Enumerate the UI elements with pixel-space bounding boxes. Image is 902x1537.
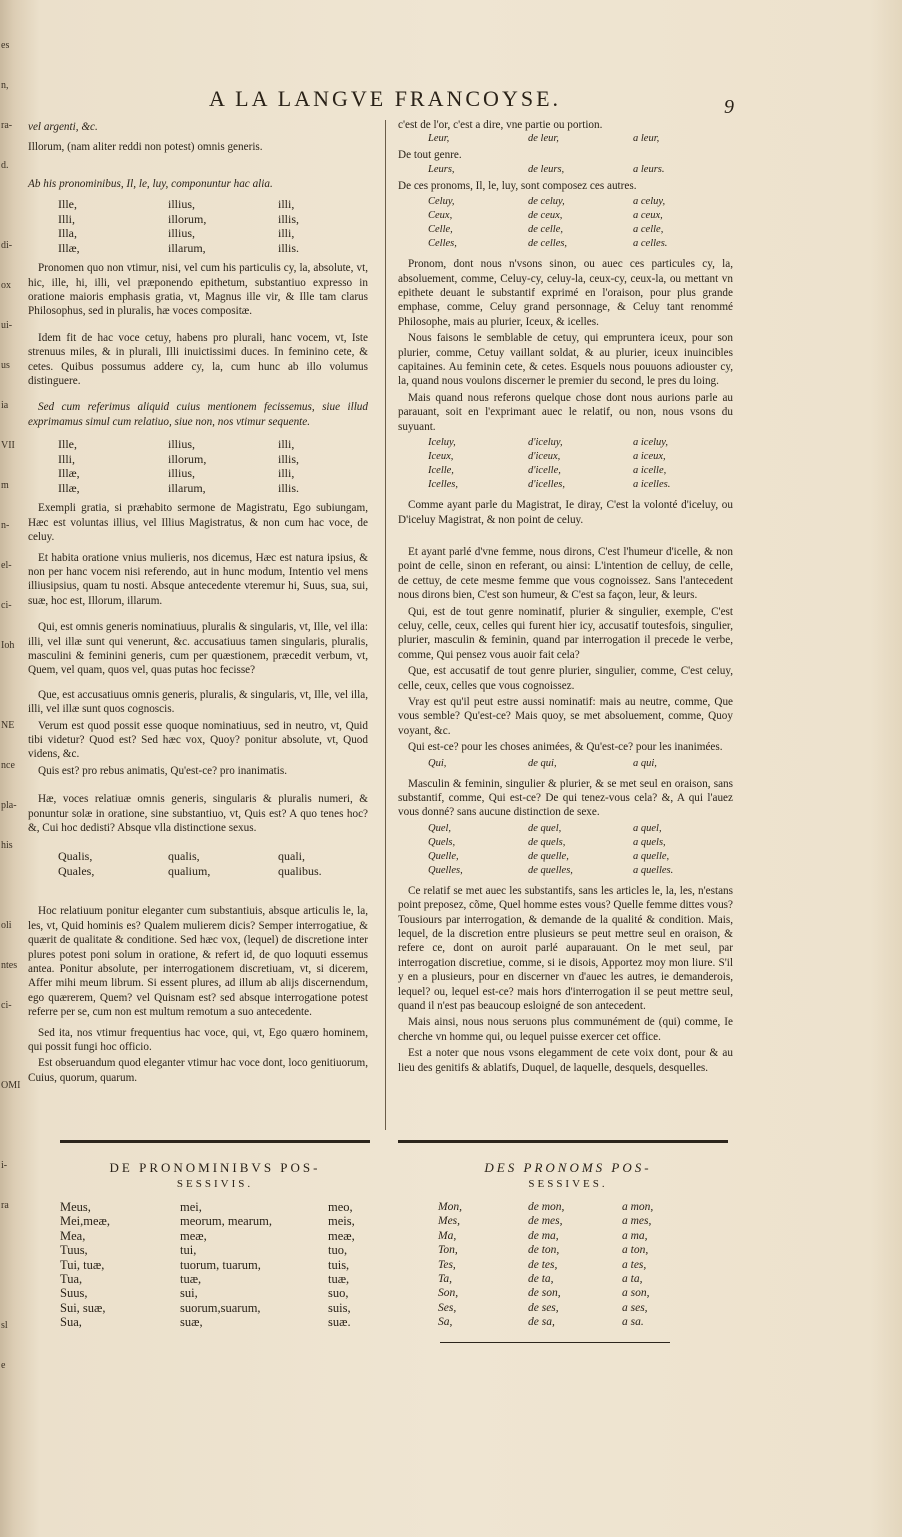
right-possessive-bottom-rule [440, 1342, 670, 1343]
right-section-title [398, 1160, 738, 1192]
table-cell: a icelles. [633, 479, 671, 491]
table-cell: Tua, [60, 1272, 83, 1287]
right-para-4: Pronom, dont nous n'vsons sinon, ou auec ces particules cy, la, absoluement, comme, Celuy-cy, celuy-la, ceux-cy, ceux-la, ou mettant vn epithete deuant le substantif exprimé en l'oraison, pour plus grande emphase, comme, Celuy grand personnage, & Celuy tant renommé Philosophe, mais au plurier, Iceux, & icelles. [398, 258, 733, 328]
table-cell: de tes, [528, 1258, 558, 1271]
table-cell: a quelle, [633, 850, 670, 862]
table-cell: de ton, [528, 1244, 560, 1257]
right-para-15: Mais ainsi, nous nous seruons plus communément de (qui) comme, Ie cherche vn homme qui, ou lequel puisse exercer cet office. [398, 1016, 733, 1043]
table-cell: Quelles, [428, 864, 463, 876]
table-cell: sui, [180, 1286, 198, 1301]
table-cell: Celles, [428, 238, 457, 250]
table-cell: a ma, [622, 1229, 648, 1242]
table-cell: Illæ, [58, 480, 80, 495]
table-cell: illis. [278, 480, 300, 495]
table-cell: Illæ, [58, 240, 80, 255]
table-cell: d'iceluy, [528, 437, 563, 449]
table-cell: Qualis, [58, 849, 93, 864]
left-para-4: Pronomen quo non vtimur, nisi, vel cum his particulis cy, la, absolute, vt, hic, ille, hi, illi, vel præponendo epithetum, substantiuo expresso in oratione maioris emphasis gratia, vt, Magnus ille vir, & Ille tam clarus Philosophus, sed in pluralis, hæ voces compositæ. [28, 262, 368, 318]
right-para-8: Et ayant parlé d'vne femme, nous dirons, C'est l'humeur d'icelle, & non point de celle, sinon en referant, ou ainsi: L'intention de celluy, de celle, de cettuy, de cete mesme femme que vous cognoissez. Sans l'antecedent nous dirons bien, C'est son humeur, & C'est sa façon, leur, & leurs. [398, 545, 733, 602]
table-cell: illis, [278, 451, 300, 466]
table-cell: Mes, [438, 1215, 461, 1228]
table-cell: illius, [168, 437, 196, 452]
table-cell: Sua, [60, 1315, 82, 1330]
table-cell: de sa, [528, 1316, 555, 1329]
table-cell: Illi, [58, 451, 75, 466]
margin-fragment: i- [1, 1160, 8, 1171]
table-cell: Suus, [60, 1286, 88, 1301]
table-cell: Celle, [428, 224, 453, 236]
right-section-title-line2: SESSIVES. [528, 1178, 608, 1190]
table-cell: Mei,meæ, [60, 1214, 110, 1229]
table-cell: tuo, [328, 1243, 348, 1258]
table-cell: de leur, [528, 133, 559, 145]
table-cell: illius, [168, 226, 196, 241]
table-cell: meis, [328, 1214, 355, 1229]
left-table-3 [28, 849, 368, 878]
left-para-10: Que, est accusatiuus omnis generis, pluralis, & singularis, vt, Ille, vel illa, illi, vel illæ sunt quos cognoscis. [28, 688, 368, 716]
table-cell: a leur, [633, 133, 660, 145]
table-cell: a quels, [633, 836, 666, 848]
table-cell: Quels, [428, 836, 456, 848]
table-cell: Iceluy, [428, 437, 456, 449]
table-cell: meæ, [180, 1228, 207, 1243]
table-cell: a ta, [622, 1273, 643, 1286]
left-para-2: Illorum, (nam aliter reddi non potest) omnis generis. [28, 141, 263, 154]
table-cell: de mes, [528, 1215, 563, 1228]
table-cell: illi, [278, 466, 295, 481]
margin-fragment: ia [1, 400, 9, 411]
table-cell: a iceux, [633, 451, 666, 463]
running-header: A LA LANGVE FRANCOYSE. [208, 86, 562, 111]
table-cell: a celuy, [633, 196, 666, 208]
table-cell: a icelle, [633, 465, 667, 477]
right-para-2: De tout genre. [398, 149, 462, 162]
table-cell: a ses, [622, 1301, 648, 1314]
left-table-2 [28, 437, 368, 495]
left-margin-fragments [0, 0, 26, 1537]
table-cell: Sa, [438, 1316, 453, 1329]
table-cell: a son, [622, 1287, 650, 1300]
table-cell: a sa. [622, 1316, 644, 1329]
table-cell: Ille, [58, 197, 77, 212]
table-cell: de ceux, [528, 210, 563, 222]
table-cell: Tuus, [60, 1243, 88, 1258]
left-para-9: Qui, est omnis generis nominatiuus, pluralis & singularis, vt, Ille, vel illa: illi, vel illæ sunt qui venerunt, &c. accusatiuus tamen singularis, pluralis, masculini & feminini generis, cum per quæstionem, præcedit verbum, vt, Quem, vel quam, quos vel, quas putas hoc fecisse? [28, 621, 368, 677]
margin-fragment: ci- [1, 1000, 12, 1011]
table-cell: Iceux, [428, 451, 454, 463]
right-table-0 [398, 132, 733, 146]
right-section-rule [398, 1140, 728, 1143]
table-cell: de quelles, [528, 864, 573, 876]
table-cell: a mes, [622, 1215, 652, 1228]
margin-fragment: n- [1, 520, 10, 531]
table-cell: Leurs, [428, 163, 455, 175]
table-cell: a mon, [622, 1201, 654, 1213]
table-cell: a iceluy, [633, 437, 668, 449]
table-cell: meorum, mearum, [180, 1214, 272, 1229]
table-cell: tuæ, [180, 1272, 202, 1287]
right-table-3 [398, 757, 733, 771]
right-para-14: Ce relatif se met auec les substantifs, sans les articles le, la, les, n'estans point preposez, cõme, Quel homme estes vous? Quelle femme dittes vous? Tousiours par interrogation, & demande de la qualité & condition. Mais, lequel, de la discretion entre plusieurs se peut mettre seul en oraison, & refere ce, dont on auroit parlé auparauant. On le met seul, par interrogation discretiue, comme, si ie disois, Apportez moy mon liure. S'il y en a plusieurs, pour en discerner vn d'auec les autres, ie demanderois, lequel? ou, lequel est-ce? mais hors d'interrogation il se peut mettre seul, quand il n'est pas beaucoup esloigné de son antecedent. [398, 884, 733, 1013]
table-cell: Illi, [58, 211, 75, 226]
left-section-title-line1: DE PRONOMINIBVS POS- [109, 1160, 321, 1175]
table-cell: illis. [278, 240, 300, 255]
left-section-rule [60, 1140, 370, 1143]
left-para-11: Verum est quod possit esse quoque nominatiuus, sed in neutro, vt, Quid tibi videtur? Quod est? Sed hæc vox, Quoy? ponitur absolute, vt, Quod videns, &c. [28, 719, 368, 761]
margin-fragment: Ioh [1, 640, 15, 651]
table-cell: Ta, [438, 1273, 452, 1286]
margin-fragment: oli [1, 920, 12, 931]
table-cell: a celles. [633, 238, 668, 250]
table-cell: Sui, suæ, [60, 1300, 106, 1315]
margin-fragment: m [1, 480, 9, 491]
table-cell: mei, [180, 1200, 202, 1214]
table-cell: a leurs. [633, 163, 665, 175]
table-cell: de quels, [528, 836, 566, 848]
table-cell: Quelle, [428, 850, 459, 862]
table-cell: tui, [180, 1243, 197, 1258]
table-cell: a tes, [622, 1258, 647, 1271]
margin-fragment: VII [1, 440, 15, 451]
table-cell: Ma, [438, 1229, 457, 1242]
table-cell: de mon, [528, 1201, 565, 1213]
table-cell: Mon, [438, 1201, 462, 1213]
right-para-13: Masculin & feminin, singulier & plurier, & se met seul en oraison, sans substantif, comme, Qui est-ce? De qui tenez-vous cela? &, A qui l'auez vous donné? sans aucune distinction de sexe. [398, 777, 733, 819]
left-para-6: Sed cum referimus aliquid cuius mentionem fecissemus, siue illud exprimamus simul cum relatiuo, siue non, nos vtimur sequente. [28, 401, 368, 428]
table-cell: Tes, [438, 1258, 456, 1271]
table-cell: Ille, [58, 437, 77, 452]
table-cell: illius, [168, 197, 196, 212]
margin-fragment: n, [1, 80, 9, 91]
table-cell: Ses, [438, 1301, 457, 1314]
table-cell: Illæ, [58, 466, 80, 481]
left-para-16: Est obseruandum quod eleganter vtimur hac voce dont, loco genitiuorum, Cuius, quorum, quarum. [28, 1057, 368, 1084]
table-cell: de son, [528, 1287, 561, 1300]
table-cell: illius, [168, 466, 196, 481]
table-cell: suæ. [328, 1315, 351, 1330]
margin-fragment: di- [1, 240, 13, 251]
table-cell: de ta, [528, 1273, 554, 1286]
table-cell: de qui, [528, 757, 557, 769]
margin-fragment: NE [1, 720, 15, 731]
table-cell: Quel, [428, 822, 452, 834]
left-para-3: Ab his pronominibus, Il, le, luy, componuntur hac alia. [28, 177, 273, 190]
left-para-14: Hoc relatiuum ponitur eleganter cum substantiuis, absque articulis le, la, les, vt, Quid hominis es? Qualem mulierem dicis? Semper interrogatiue, & quærit de qualitate & conditione. Sed hæc vox, (lequel) de discretione inter plures potest poni solum in oratione, & refert id, de quo loquuti essemus antea. Ponitur absolute, per interrogationem discretiuam, vt, si dicerem, Affer mihi meum librum. Si essent plures, ad illum ab alijs discernendum, ego quærerem, Quem? vel Quisnam est? sed absque interrogatione potest referre per se, cum non est multum remotum a suo antecedente. [28, 905, 368, 1019]
right-column [398, 118, 733, 1081]
right-para-1: c'est de l'or, c'est a dire, vne partie ou portion. [398, 119, 603, 131]
table-cell: a quel, [633, 822, 662, 834]
table-cell: suo, [328, 1286, 349, 1301]
right-para-11: Vray est qu'il peut estre aussi nominatif: mais au neutre, comme, Que vous semble? Qu'est-ce? Mais quoy, se met absoluement, comme, Quoy voyant, &c. [398, 695, 733, 737]
table-cell: de ma, [528, 1229, 559, 1242]
right-section-title-line1: DES PRONOMS POS- [484, 1160, 652, 1175]
table-cell: illi, [278, 437, 295, 452]
table-cell: Ceux, [428, 210, 453, 222]
margin-fragment: pla- [1, 800, 17, 811]
margin-fragment: d. [1, 160, 9, 171]
right-para-7: Comme ayant parle du Magistrat, Ie diray, C'est la volonté d'iceluy, ou D'iceluy Magistrat, & non point de celuy. [398, 499, 733, 526]
table-cell: de celle, [528, 224, 563, 236]
table-cell: illarum, [168, 480, 206, 495]
left-possessive-table [60, 1200, 418, 1330]
table-cell: suæ, [180, 1315, 203, 1330]
column-divider [385, 120, 386, 1130]
margin-fragment: nce [1, 760, 15, 771]
table-cell: de ses, [528, 1301, 559, 1314]
right-table-0b [398, 163, 733, 177]
table-cell: meo, [328, 1200, 353, 1214]
right-para-10: Que, est accusatif de tout genre plurier, singulier, comme, C'est celuy, celle, ceux, celles que vous cognoissez. [398, 665, 733, 692]
margin-fragment: his [1, 840, 13, 851]
table-cell: qualis, [168, 849, 200, 864]
margin-fragment: ui- [1, 320, 13, 331]
table-cell: suis, [328, 1300, 351, 1315]
left-para-15: Sed ita, nos vtimur frequentius hac voce, qui, vt, Ego quæro hominem, qui possit fungi hoc officio. [28, 1026, 368, 1054]
table-cell: illorum, [168, 211, 207, 226]
left-para-8: Et habita oratione vnius mulieris, nos dicemus, Hæc est natura ipsius, & non per hanc vocem nisi referendo, aut in hunc modum, Intentio vel mens illiusipsius, quam tu nosti. Absque antecedente vteremur hi, Suus, sua, sui, suæ, hoc est, Illorum, illarum. [28, 551, 368, 607]
margin-fragment: OMI [1, 1080, 21, 1091]
page-number: 9 [724, 96, 734, 118]
table-cell: suorum,suarum, [180, 1300, 261, 1315]
table-cell: a quelles. [633, 864, 674, 876]
left-para-12: Quis est? pro rebus animatis, Qu'est-ce? pro inanimatis. [38, 764, 288, 777]
table-cell: illis, [278, 211, 300, 226]
margin-fragment: es [1, 40, 10, 51]
table-cell: de quel, [528, 822, 562, 834]
table-cell: de celuy, [528, 196, 565, 208]
table-cell: Son, [438, 1287, 459, 1300]
table-cell: a ton, [622, 1244, 649, 1257]
table-cell: d'icelle, [528, 465, 561, 477]
left-section-title-line2: SESSIVIS. [176, 1178, 254, 1190]
right-table-1 [398, 195, 733, 251]
table-cell: illarum, [168, 240, 206, 255]
table-cell: tuorum, tuarum, [180, 1257, 261, 1272]
left-table-1 [28, 197, 368, 255]
right-para-9: Qui, est de tout genre nominatif, plurier & singulier, exemple, C'est celuy, celle, ceux, celles qui furent hier icy, accusatif toutesfois, singulier, plurier, masculin & feminin, quand par interrogation il precede le verbe, comme, Qui pensez vous auoir fait cela? [398, 605, 733, 661]
table-cell: Quales, [58, 863, 95, 878]
table-cell: Icelle, [428, 465, 454, 477]
table-cell: de quelle, [528, 850, 569, 862]
table-cell: Qui, [428, 757, 447, 769]
margin-fragment: e [1, 1360, 6, 1371]
right-para-5: Nous faisons le semblable de cetuy, qui empruntera iceux, pour son plurier, comme, Cetuy vaillant soldat, & au plurier, iceux inuincibles capitaines. Au feminin cete, & cetes. Esquels nous pouuons adiouster cy, la, quand nous voulons discerner le premier du second, le pres du loing. [398, 332, 733, 388]
margin-fragment: sl [1, 1320, 8, 1331]
right-para-12: Qui est-ce? pour les choses animées, & Qu'est-ce? pour les inanimées. [408, 741, 723, 754]
table-cell: Mea, [60, 1228, 86, 1243]
left-column [28, 120, 368, 1091]
left-para-13: Hæ, voces relatiuæ omnis generis, singularis & pluralis numeri, & ponuntur solæ in oratione, sine substantiuo, vt, Quis est? A quo tenes hoc? &, Cui hoc dedisti? Absque vlla distinctione sexus. [28, 793, 368, 834]
table-cell: qualibus. [278, 863, 322, 878]
table-cell: tuis, [328, 1257, 350, 1272]
table-cell: Illa, [58, 226, 77, 241]
right-para-3: De ces pronoms, Il, le, luy, sont composez ces autres. [398, 179, 637, 192]
table-cell: illi, [278, 197, 295, 212]
margin-fragment: ra- [1, 120, 13, 131]
table-cell: a qui, [633, 757, 657, 769]
table-cell: quali, [278, 849, 305, 864]
right-table-2 [398, 436, 733, 492]
margin-fragment: ox [1, 280, 11, 291]
left-para-7: Exempli gratia, si præhabito sermone de Magistratu, Ego subiungam, Hæc est voluntas illius, vel Illius Magistratus, & non cum hac voce, de celuy. [28, 502, 368, 544]
left-para-1: vel argenti, &c. [28, 121, 98, 133]
table-cell: illi, [278, 226, 295, 241]
table-cell: tuæ, [328, 1272, 350, 1287]
left-section-title [40, 1160, 390, 1192]
table-cell: de celles, [528, 238, 568, 250]
table-cell: meæ, [328, 1228, 355, 1243]
table-cell: Celuy, [428, 196, 455, 208]
right-para-6: Mais quand nous referons quelque chose dont nous aurions parle au parauant, soit en l'exprimant auec le relatif, ou non, nous vsons du suyuant. [398, 391, 733, 433]
left-para-5: Idem fit de hac voce cetuy, habens pro plurali, hanc vocem, vt, Iste strenuus miles, & in plurali, Illi inuictissimi duces. In feminino cete, & cetes. Quibus possumus addere cy, la, cum hunc ab illo volumus distinguere. [28, 331, 368, 388]
table-cell: de leurs, [528, 163, 565, 175]
margin-fragment: us [1, 360, 10, 371]
table-cell: d'icelles, [528, 479, 565, 491]
margin-fragment: ntes [1, 960, 18, 971]
right-para-16: Est a noter que nous vsons elegamment de cete voix dont, pour & au lieu des genitifs & ablatifs, Duquel, de laquelle, desquels, desquelles. [398, 1047, 733, 1074]
right-table-4 [398, 822, 733, 878]
table-cell: d'iceux, [528, 451, 561, 463]
margin-fragment: ci- [1, 600, 12, 611]
margin-fragment: el- [1, 560, 12, 571]
table-cell: Icelles, [428, 479, 459, 491]
table-cell: qualium, [168, 863, 211, 878]
table-cell: Meus, [60, 1200, 91, 1214]
table-cell: a ceux, [633, 210, 663, 222]
right-possessive-table [438, 1200, 712, 1330]
margin-fragment: ra [1, 1200, 9, 1211]
table-cell: Leur, [428, 133, 450, 145]
table-cell: Tui, tuæ, [60, 1257, 105, 1272]
table-cell: illorum, [168, 451, 207, 466]
table-cell: Ton, [438, 1244, 458, 1257]
table-cell: a celle, [633, 224, 664, 236]
